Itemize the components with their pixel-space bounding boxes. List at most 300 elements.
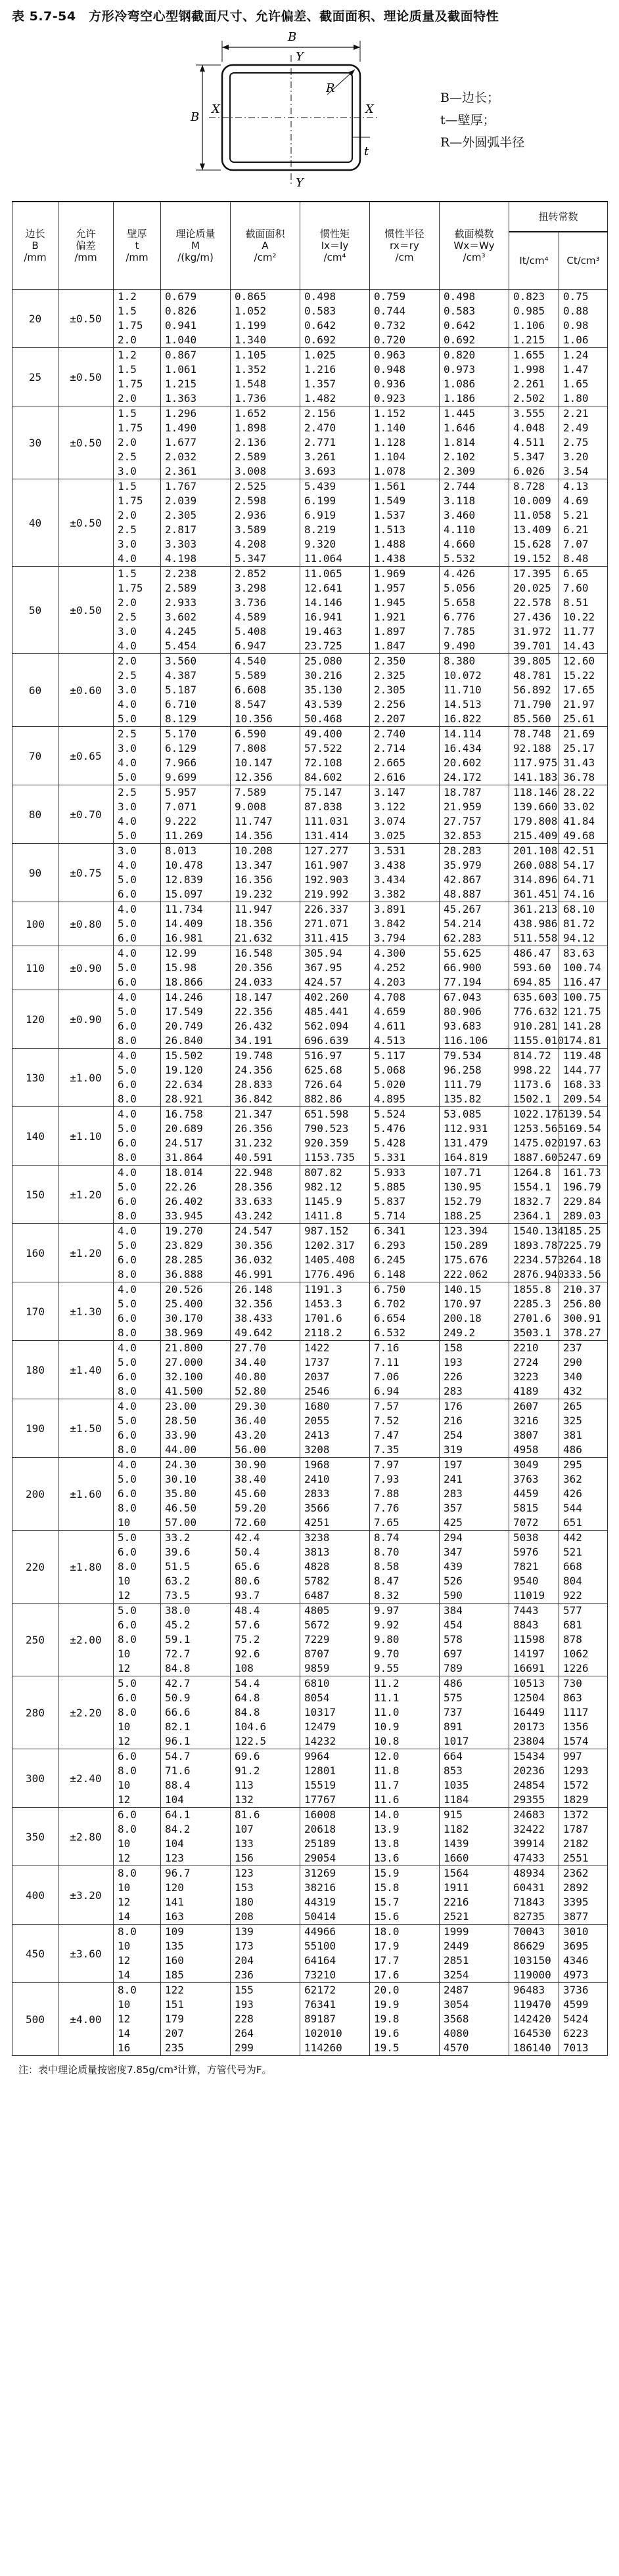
cell-value: 12 [118, 1662, 131, 1674]
cell-column-m [161, 348, 231, 406]
cell-value: 12 [118, 1793, 131, 1806]
cell-tolerance: ±0.50 [58, 348, 114, 406]
cell-value: 18.147 [235, 991, 273, 1003]
cell-value: 109 [165, 1925, 184, 1938]
cell-column-w [440, 348, 509, 406]
cell-value: 3238 [304, 1531, 330, 1544]
cell-value: 5.532 [444, 552, 476, 565]
cell-value: 2.039 [165, 494, 197, 507]
cell-value: 22.356 [235, 1005, 273, 1018]
cell-value: 575 [444, 1692, 463, 1704]
cell-value: 25.61 [563, 712, 595, 725]
cell-value: 92.188 [513, 742, 551, 754]
cell-value: 1680 [304, 1400, 330, 1412]
cell-value: 6.0 [118, 932, 137, 944]
cell-value: 84.8 [165, 1662, 191, 1674]
cell-value: 48.887 [444, 888, 482, 900]
cell-value: 21.347 [235, 1108, 273, 1120]
cell-value: 5.0 [118, 1414, 137, 1427]
cell-value: 17.7 [374, 1954, 400, 1967]
cell-column-m [161, 479, 231, 567]
cell-column-m [161, 1983, 231, 2056]
cell-value: 1.5 [118, 567, 137, 580]
cell-value: 3.20 [563, 450, 589, 463]
cell-column-it [509, 1531, 559, 1604]
cell-column-ct [559, 1925, 608, 1983]
cell-value: 118.146 [513, 786, 558, 798]
cell-value: 4.0 [118, 1283, 137, 1296]
cell-column-r [370, 1107, 440, 1166]
cell-value: 19.152 [513, 552, 551, 565]
cell-value: 42.867 [444, 873, 482, 886]
cell-value: 2413 [304, 1429, 330, 1441]
cell-value: 21.632 [235, 932, 273, 944]
cell-value: 11.7 [374, 1779, 400, 1791]
cell-value: 8.74 [374, 1531, 400, 1544]
cell-column-r [370, 946, 440, 990]
cell-side-length: 90 [12, 844, 58, 902]
cell-value: 1.736 [235, 392, 267, 404]
cell-column-r [370, 1925, 440, 1983]
cell-column-i [300, 1808, 370, 1866]
cell-value: 44319 [304, 1896, 336, 1908]
cell-value: 71.6 [165, 1764, 191, 1777]
cell-value: 11.058 [513, 509, 551, 521]
cell-value: 6.0 [118, 1429, 137, 1441]
cell-value: 562.094 [304, 1020, 349, 1032]
cell-column-w [440, 1808, 509, 1866]
cell-value: 2234.573 [513, 1254, 564, 1266]
cell-column-t [114, 1866, 161, 1925]
cell-column-r [370, 1983, 440, 2056]
cell-value: 314.896 [513, 873, 558, 886]
cell-value: 1.5 [118, 363, 137, 376]
cell-value: 94.12 [563, 932, 595, 944]
cell-value: 1.655 [513, 349, 545, 361]
legend-item-side-length: B—边长； [440, 91, 499, 105]
cell-value: 593.60 [513, 961, 551, 974]
cell-value: 96.7 [165, 1867, 191, 1879]
cell-value: 28.283 [444, 844, 482, 857]
header-radius-of-gyration: 惯性半径 rx＝ry /cm [370, 202, 440, 290]
cell-value: 3.0 [118, 800, 137, 813]
cell-column-t [114, 1166, 161, 1224]
cell-value: 3.842 [374, 917, 406, 930]
cell-column-w [440, 479, 509, 567]
cell-value: 2701.6 [513, 1312, 551, 1324]
table-row [12, 1925, 608, 1983]
cell-value: 14232 [304, 1735, 336, 1747]
cell-column-ct [559, 1049, 608, 1107]
cell-value: 59.1 [165, 1633, 191, 1646]
cell-value: 219.992 [304, 888, 349, 900]
cell-value: 10 [118, 1998, 131, 2011]
cell-value: 0.865 [235, 290, 267, 303]
cell-value: 2.325 [374, 669, 406, 682]
cell-value: 25189 [304, 1837, 336, 1850]
cell-value: 2.665 [374, 756, 406, 769]
cell-value: 486.47 [513, 947, 551, 959]
cell-value: 5.454 [165, 640, 197, 652]
cell-value: 132 [235, 1793, 254, 1806]
cell-value: 15.9 [374, 1867, 400, 1879]
cell-value: 179 [165, 2013, 184, 2025]
cell-side-length: 20 [12, 290, 58, 348]
cell-tolerance: ±2.80 [58, 1808, 114, 1866]
cell-value: 3216 [513, 1414, 539, 1427]
cell-value: 3736 [563, 1984, 589, 1996]
cell-value: 9.490 [444, 640, 476, 652]
cell-value: 16.356 [235, 873, 273, 886]
cell-column-i [300, 1282, 370, 1341]
cell-value: 5.347 [235, 552, 267, 565]
cell-value: 6.702 [374, 1298, 406, 1310]
cell-value: 19.9 [374, 1998, 400, 2011]
cell-column-w [440, 1049, 509, 1107]
cell-value: 121.75 [563, 1005, 601, 1018]
cell-value: 3.122 [374, 800, 406, 813]
cell-value: 5.957 [165, 786, 197, 798]
cell-value: 485.441 [304, 1005, 349, 1018]
cell-value: 454 [444, 1619, 463, 1631]
cell-column-r [370, 654, 440, 727]
cell-value: 15.7 [374, 1896, 400, 1908]
cell-side-length: 500 [12, 1983, 58, 2056]
cell-value: 54.7 [165, 1750, 191, 1762]
table-row [12, 406, 608, 479]
cell-value: 1572 [563, 1779, 589, 1791]
table-row [12, 946, 608, 990]
cell-column-a [231, 654, 300, 727]
cell-value: 3503.1 [513, 1326, 551, 1339]
cell-value: 7821 [513, 1560, 539, 1573]
cell-column-a [231, 1749, 300, 1808]
cell-value: 1035 [444, 1779, 469, 1791]
diagram-label-y-bottom: Y [296, 176, 304, 190]
cell-column-t [114, 1983, 161, 2056]
cell-column-a [231, 1808, 300, 1866]
cell-value: 1.061 [165, 363, 197, 376]
cell-value: 0.759 [374, 290, 406, 303]
cell-value: 578 [444, 1633, 463, 1646]
cell-value: 2362 [563, 1867, 589, 1879]
cell-value: 9.222 [165, 815, 197, 827]
cell-value: 38.0 [165, 1604, 191, 1617]
cell-value: 1.814 [444, 436, 476, 448]
cell-value: 882.86 [304, 1093, 342, 1105]
cell-column-ct [559, 1341, 608, 1399]
cell-value: 49.68 [563, 829, 595, 842]
cell-value: 127.277 [304, 844, 349, 857]
cell-value: 39.6 [165, 1546, 191, 1558]
cell-value: 3.118 [444, 494, 476, 507]
cell-value: 2892 [563, 1881, 589, 1894]
cell-column-t [114, 1107, 161, 1166]
cell-value: 6.341 [374, 1225, 406, 1237]
cell-value: 8054 [304, 1692, 330, 1704]
cell-value: 25.400 [165, 1298, 203, 1310]
cell-value: 3.0 [118, 465, 137, 477]
cell-value: 72.108 [304, 756, 342, 769]
cell-value: 340 [563, 1370, 582, 1383]
cell-value: 14197 [513, 1648, 545, 1660]
cell-value: 1226 [563, 1662, 589, 1674]
cell-value: 2.589 [235, 450, 267, 463]
cell-value: 88.4 [165, 1779, 191, 1791]
cell-value: 998.22 [513, 1064, 551, 1076]
cell-value: 2.102 [444, 450, 476, 463]
cell-value: 7229 [304, 1633, 330, 1646]
cell-column-r [370, 844, 440, 902]
cell-column-i [300, 1049, 370, 1107]
cell-value: 1.086 [444, 378, 476, 390]
cell-value: 814.72 [513, 1049, 551, 1062]
cell-value: 486 [444, 1677, 463, 1690]
cell-value: 5.524 [374, 1108, 406, 1120]
cell-value: 2.256 [374, 698, 406, 710]
diagram-label-x-right: X [365, 102, 374, 116]
cell-value: 19.232 [235, 888, 273, 900]
cell-column-i [300, 1166, 370, 1224]
cell-side-length: 170 [12, 1282, 58, 1341]
cell-column-w [440, 290, 509, 348]
cell-value: 8.0 [118, 1706, 137, 1718]
cell-value: 25.080 [304, 655, 342, 667]
cell-value: 4.198 [165, 552, 197, 565]
cell-value: 2285.3 [513, 1298, 551, 1310]
cell-value: 34.40 [235, 1356, 267, 1368]
cell-value: 4189 [513, 1385, 539, 1397]
diagram-legend [440, 87, 524, 154]
cell-value: 228 [235, 2013, 254, 2025]
cell-value: 1.75 [118, 422, 143, 434]
cell-value: 1893.787 [513, 1239, 564, 1252]
cell-value: 1564 [444, 1867, 469, 1879]
header-tolerance: 允许 偏差 /mm [58, 202, 114, 290]
cell-value: 201.108 [513, 844, 558, 857]
cell-column-t [114, 1676, 161, 1749]
cell-value: 3.54 [563, 465, 589, 477]
cell-value: 112.931 [444, 1122, 488, 1135]
cell-value: 3.008 [235, 465, 267, 477]
cell-column-w [440, 1107, 509, 1166]
cell-value: 5.117 [374, 1049, 406, 1062]
cell-tolerance: ±1.20 [58, 1166, 114, 1224]
cell-value: 10.147 [235, 756, 273, 769]
cell-value: 878 [563, 1633, 582, 1646]
cell-value: 142420 [513, 2013, 551, 2025]
cell-column-m [161, 567, 231, 654]
cell-tolerance: ±0.75 [58, 844, 114, 902]
cell-value: 3695 [563, 1940, 589, 1952]
cell-value: 2.0 [118, 655, 137, 667]
cell-value: 439 [444, 1560, 463, 1573]
cell-value: 432 [563, 1385, 582, 1397]
cell-value: 96.258 [444, 1064, 482, 1076]
cell-value: 15.6 [374, 1910, 400, 1923]
cell-value: 91.2 [235, 1764, 260, 1777]
cell-value: 235 [165, 2041, 184, 2054]
cell-value: 1.363 [165, 392, 197, 404]
cell-value: 2851 [444, 1954, 469, 1967]
cell-value: 31.43 [563, 756, 595, 769]
cell-value: 8843 [513, 1619, 539, 1631]
header-wall-thickness: 壁厚 t /mm [114, 202, 161, 290]
cell-value: 21.97 [563, 698, 595, 710]
cell-value: 1.106 [513, 319, 545, 332]
cell-column-ct [559, 844, 608, 902]
cell-column-w [440, 1866, 509, 1925]
cell-value: 3.560 [165, 655, 197, 667]
cell-column-r [370, 1866, 440, 1925]
cell-value: 21.959 [444, 800, 482, 813]
cell-tolerance: ±0.65 [58, 727, 114, 785]
cell-value: 20.356 [235, 961, 273, 974]
cell-value: 7.16 [374, 1342, 400, 1354]
cell-value: 1.340 [235, 334, 267, 346]
diagram-label-t: t [364, 144, 369, 158]
cell-column-i [300, 785, 370, 844]
cell-value: 1.5 [118, 480, 137, 492]
cell-value: 72.60 [235, 1516, 267, 1529]
cell-value: 24683 [513, 1808, 545, 1821]
cell-value: 47433 [513, 1852, 545, 1864]
cell-column-i [300, 479, 370, 567]
cell-value: 92.6 [235, 1648, 260, 1660]
cell-value: 16.548 [235, 947, 273, 959]
cell-value: 86629 [513, 1940, 545, 1952]
cell-column-m [161, 990, 231, 1049]
cell-tolerance: ±1.20 [58, 1224, 114, 1282]
cell-value: 1776.496 [304, 1268, 355, 1280]
cell-value: 1.438 [374, 552, 406, 565]
cell-column-it [509, 1983, 559, 2056]
cell-column-t [114, 479, 161, 567]
cell-value: 486 [563, 1443, 582, 1456]
cell-value: 42.7 [165, 1677, 191, 1690]
cell-value: 5.0 [118, 1122, 137, 1135]
cell-value: 1.296 [165, 407, 197, 420]
cell-column-i [300, 1341, 370, 1399]
diagram-label-r: R [326, 81, 335, 95]
cell-side-length: 120 [12, 990, 58, 1049]
cell-value: 2.361 [165, 465, 197, 477]
cell-column-r [370, 902, 440, 946]
cell-value: 8.547 [235, 698, 267, 710]
cell-value: 57.00 [165, 1516, 197, 1529]
cell-value: 2.502 [513, 392, 545, 404]
cell-value: 4805 [304, 1604, 330, 1617]
cell-value: 6.919 [304, 509, 336, 521]
cell-value: 311.415 [304, 932, 349, 944]
cell-value: 15.097 [165, 888, 203, 900]
cell-value: 4.895 [374, 1093, 406, 1105]
cell-value: 16.941 [304, 611, 342, 623]
cell-value: 6.293 [374, 1239, 406, 1252]
cell-column-it [509, 1399, 559, 1458]
cell-column-it [509, 902, 559, 946]
cell-column-m [161, 727, 231, 785]
cell-column-r [370, 1282, 440, 1341]
cell-value: 10 [118, 1881, 131, 1894]
cell-value: 1173.6 [513, 1078, 551, 1091]
cell-value: 853 [444, 1764, 463, 1777]
cell-value: 6.65 [563, 567, 589, 580]
cell-value: 130.95 [444, 1181, 482, 1193]
cell-value: 5.0 [118, 1064, 137, 1076]
cell-column-it [509, 1224, 564, 1282]
cell-value: 8.0 [118, 1560, 137, 1573]
cell-value: 10.478 [165, 859, 203, 871]
cell-value: 6.0 [118, 1312, 137, 1324]
cell-column-w [440, 1983, 509, 2056]
cell-value: 5.476 [374, 1122, 406, 1135]
cell-side-length: 25 [12, 348, 58, 406]
cell-value: 367.95 [304, 961, 342, 974]
cell-value: 1153.735 [304, 1151, 355, 1164]
cell-column-t [114, 1925, 161, 1983]
cell-value: 63.2 [165, 1575, 191, 1587]
cell-value: 1372 [563, 1808, 589, 1821]
cell-column-t [114, 1808, 161, 1866]
cell-value: 17.9 [374, 1940, 400, 1952]
cell-value: 6.0 [118, 1195, 137, 1208]
cell-value: 10.208 [235, 844, 273, 857]
cell-value: 0.923 [374, 392, 406, 404]
cell-value: 6.947 [235, 640, 267, 652]
cell-value: 1.040 [165, 334, 197, 346]
cell-value: 1.75 [118, 494, 143, 507]
cell-column-m [161, 902, 231, 946]
cell-value: 19.5 [374, 2041, 400, 2054]
cell-value: 2.525 [235, 480, 267, 492]
cell-column-w [440, 1531, 509, 1604]
cell-value: 3763 [513, 1473, 539, 1485]
cell-column-ct [559, 1166, 608, 1224]
cell-value: 7.88 [374, 1487, 400, 1500]
cell-column-a [231, 1983, 300, 2056]
cell-column-t [114, 1458, 161, 1531]
cell-value: 135 [165, 1940, 184, 1952]
cell-value: 8.0 [118, 1633, 137, 1646]
cell-value: 1.215 [165, 378, 197, 390]
cell-value: 36.78 [563, 771, 595, 783]
cell-value: 2182 [563, 1837, 589, 1850]
cell-column-m [161, 290, 231, 348]
cell-value: 4459 [513, 1487, 539, 1500]
cell-column-m [161, 1224, 231, 1282]
cell-value: 8.0 [118, 1326, 137, 1339]
cell-value: 3395 [563, 1896, 589, 1908]
cell-value: 0.583 [444, 305, 476, 317]
cell-value: 38216 [304, 1881, 336, 1894]
cell-value: 12504 [513, 1692, 545, 1704]
cell-value: 225.79 [563, 1239, 601, 1252]
cell-value: 175.676 [444, 1254, 488, 1266]
cell-column-r [370, 1224, 440, 1282]
cell-value: 71.790 [513, 698, 551, 710]
cell-value: 1191.3 [304, 1283, 342, 1296]
cell-value: 34.191 [235, 1034, 273, 1047]
cell-value: 1.2 [118, 349, 137, 361]
cell-value: 1062 [563, 1648, 589, 1660]
cell-column-i [300, 1604, 370, 1676]
cell-column-r [370, 1458, 440, 1531]
cell-value: 38.969 [165, 1326, 203, 1339]
cell-value: 22.26 [165, 1181, 197, 1193]
cell-value: 6.710 [165, 698, 197, 710]
table-row [12, 479, 608, 567]
